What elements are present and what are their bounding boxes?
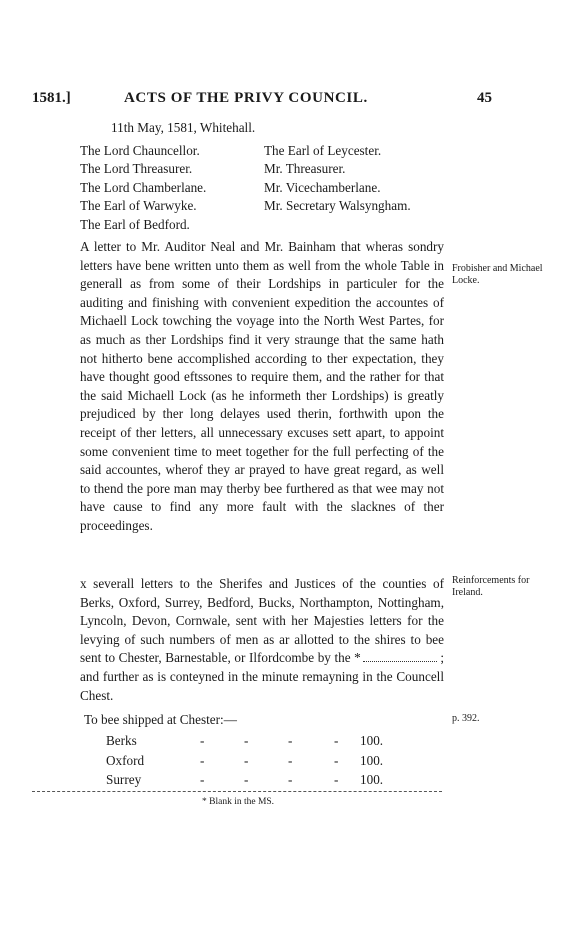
leader-dash: - xyxy=(288,752,293,768)
attendance-left-column xyxy=(80,142,206,234)
shipping-table xyxy=(106,731,406,790)
leader-dash: - xyxy=(244,733,249,748)
table-row xyxy=(106,731,406,751)
county-name: Berks xyxy=(106,733,137,748)
margin-note-reinforcements: Reinforcements for Ireland. xyxy=(452,575,530,598)
margin-page-reference: p. 392. xyxy=(452,713,480,724)
county-name: Oxford xyxy=(106,752,145,768)
leader-dash: - xyxy=(200,733,205,748)
meeting-date: 11th May, 1581, Whitehall. xyxy=(111,120,256,135)
margin-note-frobisher: Frobisher and Michael Locke. xyxy=(452,263,543,286)
men-count: 100. xyxy=(360,752,384,768)
page-number: 45 xyxy=(477,90,492,106)
attendee: Mr. Vicechamberlane. xyxy=(264,179,381,195)
table-row xyxy=(106,751,406,771)
county-name: Surrey xyxy=(106,772,142,787)
leader-dash: - xyxy=(200,752,205,768)
header-year: 1581.] xyxy=(32,90,71,106)
paragraph-reinforcements-start: x severall letters to the Sherifes and Justices of the counties of Berks, Oxford, Surrey, Bedford, Bucks, Northampton, Nottingham, Lyncoln, Devon, Cornwale, sent with her Majesties letters for the levying of such numbers of men as ar allotted to the shires to bee sent to Chester, Barnestable, or Ilfordcombe by the xyxy=(80,576,444,666)
leader-dash: - xyxy=(334,772,339,787)
paragraph-reinforcements xyxy=(80,575,444,705)
shipping-heading: To bee shipped at Chester:— xyxy=(84,712,237,727)
leader-dash: - xyxy=(334,733,339,748)
running-header xyxy=(32,90,492,112)
attendee: The Lord Threasurer. xyxy=(80,161,193,177)
attendee: Mr. Secretary Walsyngham. xyxy=(264,198,411,214)
attendee: The Lord Chamberlane. xyxy=(80,179,207,195)
leader-dash: - xyxy=(244,752,249,768)
men-count: 100. xyxy=(360,733,384,748)
header-title: ACTS OF THE PRIVY COUNCIL. xyxy=(124,90,368,106)
footnote-marker: * xyxy=(354,650,361,666)
leader-dash: - xyxy=(200,772,205,787)
leader-dash: - xyxy=(244,772,249,787)
attendee: The Earl of Bedford. xyxy=(80,216,190,232)
men-count: 100. xyxy=(360,772,384,787)
leader-dash: - xyxy=(334,752,339,768)
leader-dash: - xyxy=(288,772,293,787)
paragraph-frobisher: A letter to Mr. Auditor Neal and Mr. Bainham that wheras sondry letters have bene written unto them as well from the whole Table in generall as from some of their Lordships in particuler for the auditing and finishing with convenient expedition the accountes of Michaell Lock towching the voyage into the North West Partes, for as much as ther Lordships find it very straunge that the same hath not hitherto bene accomplished according to ther expectation, they have thought good eftssones to require them, and the rather for that the said Michaell Lock (as he informeth ther Lordships) is greatly prejudiced by ther long delayes used therin, forthwith upon the receipt of ther letters, all unnecessary excuses sett apart, to appoint some convenient time to meet together for the full perfecting of the said accountes, wherof they ar prayed to have great regard, as well to thend the pore man may therby bee furthered as that wee may not have cause to find any more fault with the slacknes of ther proceedinges. xyxy=(80,239,444,533)
attendee: The Earl of Warwyke. xyxy=(80,198,197,214)
attendee: The Lord Chauncellor. xyxy=(80,143,200,158)
footnote: * Blank in the MS. xyxy=(202,797,275,807)
attendee: Mr. Threasurer. xyxy=(264,161,346,177)
attendance-right-column xyxy=(264,142,411,216)
attendee: The Earl of Leycester. xyxy=(264,143,382,158)
table-row xyxy=(106,770,406,790)
blank-line xyxy=(363,652,437,662)
leader-dash: - xyxy=(288,733,293,748)
footnote-rule xyxy=(32,791,442,792)
paragraph-reinforcements-end: ; and further as is conteyned in the minute remayning in the Councell Chest. xyxy=(80,650,445,703)
